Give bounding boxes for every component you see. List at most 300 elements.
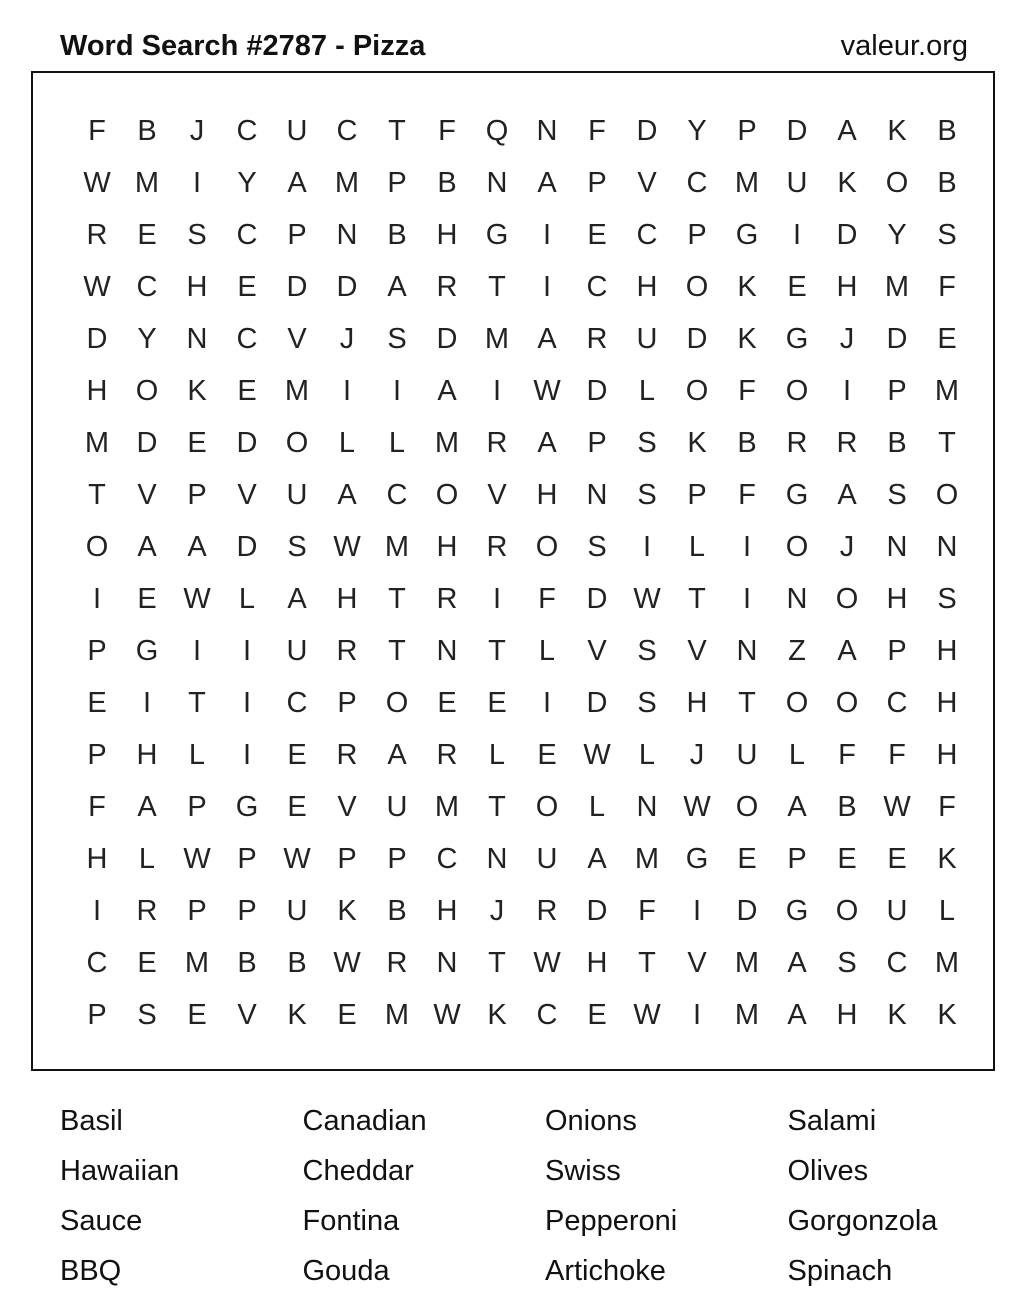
grid-letter[interactable]: E: [587, 999, 607, 1031]
grid-letter[interactable]: E: [337, 999, 357, 1031]
grid-letter[interactable]: N: [586, 479, 608, 511]
grid-letter[interactable]: A: [787, 947, 807, 979]
grid-letter[interactable]: P: [87, 635, 107, 667]
grid-letter[interactable]: O: [735, 791, 759, 823]
grid-letter[interactable]: A: [837, 115, 857, 147]
grid-letter[interactable]: Z: [788, 635, 806, 667]
grid-letter[interactable]: I: [842, 375, 852, 407]
grid-letter[interactable]: B: [137, 115, 157, 147]
grid-letter[interactable]: M: [384, 531, 410, 563]
grid-letter[interactable]: M: [634, 843, 660, 875]
grid-letter[interactable]: W: [183, 843, 211, 875]
grid-letter[interactable]: L: [788, 739, 806, 771]
grid-letter[interactable]: R: [86, 219, 108, 251]
grid-letter[interactable]: W: [633, 999, 661, 1031]
grid-letter[interactable]: E: [487, 687, 507, 719]
grid-letter[interactable]: K: [287, 999, 307, 1031]
grid-letter[interactable]: L: [538, 635, 556, 667]
grid-letter[interactable]: A: [837, 635, 857, 667]
grid-letter[interactable]: Q: [485, 115, 509, 147]
grid-letter[interactable]: J: [339, 323, 355, 355]
grid-letter[interactable]: D: [686, 323, 708, 355]
grid-letter[interactable]: N: [886, 531, 908, 563]
grid-letter[interactable]: K: [887, 999, 907, 1031]
grid-letter[interactable]: C: [386, 479, 408, 511]
grid-letter[interactable]: A: [387, 739, 407, 771]
grid-letter[interactable]: P: [387, 843, 407, 875]
grid-letter[interactable]: M: [734, 167, 760, 199]
grid-letter[interactable]: K: [687, 427, 707, 459]
grid-letter[interactable]: F: [88, 115, 106, 147]
grid-letter[interactable]: V: [287, 323, 307, 355]
grid-letter[interactable]: S: [387, 323, 407, 355]
grid-letter[interactable]: N: [736, 635, 758, 667]
grid-letter[interactable]: V: [687, 947, 707, 979]
grid-letter[interactable]: N: [186, 323, 208, 355]
grid-letter[interactable]: I: [642, 531, 652, 563]
grid-letter[interactable]: E: [587, 219, 607, 251]
grid-letter[interactable]: D: [586, 583, 608, 615]
grid-letter[interactable]: B: [387, 219, 407, 251]
grid-letter[interactable]: O: [785, 687, 809, 719]
grid-letter[interactable]: W: [83, 271, 111, 303]
grid-letter[interactable]: Y: [887, 219, 907, 251]
grid-letter[interactable]: I: [542, 687, 552, 719]
grid-letter[interactable]: H: [886, 583, 908, 615]
grid-letter[interactable]: F: [638, 895, 656, 927]
grid-letter[interactable]: A: [137, 791, 157, 823]
grid-letter[interactable]: H: [186, 271, 208, 303]
grid-letter[interactable]: I: [92, 895, 102, 927]
grid-letter[interactable]: I: [742, 583, 752, 615]
grid-letter[interactable]: W: [683, 791, 711, 823]
grid-letter[interactable]: M: [934, 947, 960, 979]
grid-letter[interactable]: W: [533, 947, 561, 979]
grid-letter[interactable]: R: [436, 583, 458, 615]
grid-letter[interactable]: T: [88, 479, 106, 511]
grid-letter[interactable]: V: [137, 479, 157, 511]
grid-letter[interactable]: M: [884, 271, 910, 303]
grid-letter[interactable]: I: [492, 375, 502, 407]
grid-letter[interactable]: C: [636, 219, 658, 251]
grid-letter[interactable]: S: [937, 219, 957, 251]
grid-letter[interactable]: N: [336, 219, 358, 251]
grid-letter[interactable]: W: [583, 739, 611, 771]
grid-letter[interactable]: U: [636, 323, 658, 355]
grid-letter[interactable]: B: [437, 167, 457, 199]
grid-letter[interactable]: O: [135, 375, 159, 407]
grid-letter[interactable]: Y: [137, 323, 157, 355]
grid-letter[interactable]: L: [138, 843, 156, 875]
grid-letter[interactable]: O: [835, 895, 859, 927]
grid-letter[interactable]: I: [392, 375, 402, 407]
grid-letter[interactable]: M: [134, 167, 160, 199]
grid-letter[interactable]: R: [336, 635, 358, 667]
grid-letter[interactable]: E: [187, 427, 207, 459]
grid-letter[interactable]: E: [287, 791, 307, 823]
grid-letter[interactable]: I: [542, 271, 552, 303]
grid-letter[interactable]: I: [542, 219, 552, 251]
grid-letter[interactable]: D: [236, 531, 258, 563]
grid-letter[interactable]: H: [936, 635, 958, 667]
grid-letter[interactable]: S: [287, 531, 307, 563]
grid-letter[interactable]: R: [436, 739, 458, 771]
grid-letter[interactable]: L: [238, 583, 256, 615]
grid-letter[interactable]: R: [386, 947, 408, 979]
grid-letter[interactable]: D: [136, 427, 158, 459]
grid-letter[interactable]: P: [187, 791, 207, 823]
grid-letter[interactable]: J: [689, 739, 705, 771]
grid-letter[interactable]: T: [388, 583, 406, 615]
grid-letter[interactable]: K: [187, 375, 207, 407]
grid-letter[interactable]: W: [333, 531, 361, 563]
grid-letter[interactable]: M: [734, 999, 760, 1031]
grid-letter[interactable]: K: [737, 271, 757, 303]
grid-letter[interactable]: E: [187, 999, 207, 1031]
grid-letter[interactable]: M: [334, 167, 360, 199]
grid-letter[interactable]: B: [887, 427, 907, 459]
grid-letter[interactable]: I: [692, 895, 702, 927]
grid-letter[interactable]: M: [434, 791, 460, 823]
grid-letter[interactable]: P: [687, 479, 707, 511]
grid-letter[interactable]: W: [633, 583, 661, 615]
grid-letter[interactable]: T: [738, 687, 756, 719]
grid-letter[interactable]: O: [885, 167, 909, 199]
grid-letter[interactable]: E: [937, 323, 957, 355]
grid-letter[interactable]: A: [537, 323, 557, 355]
grid-letter[interactable]: G: [785, 323, 809, 355]
grid-letter[interactable]: I: [742, 531, 752, 563]
grid-letter[interactable]: U: [386, 791, 408, 823]
grid-letter[interactable]: C: [236, 115, 258, 147]
grid-letter[interactable]: U: [286, 895, 308, 927]
grid-letter[interactable]: V: [637, 167, 657, 199]
grid-letter[interactable]: I: [692, 999, 702, 1031]
grid-letter[interactable]: T: [688, 583, 706, 615]
grid-letter[interactable]: V: [587, 635, 607, 667]
grid-letter[interactable]: E: [887, 843, 907, 875]
grid-letter[interactable]: M: [734, 947, 760, 979]
grid-letter[interactable]: R: [586, 323, 608, 355]
grid-letter[interactable]: H: [936, 739, 958, 771]
grid-letter[interactable]: H: [536, 479, 558, 511]
grid-letter[interactable]: R: [436, 271, 458, 303]
grid-letter[interactable]: W: [433, 999, 461, 1031]
grid-letter[interactable]: P: [187, 895, 207, 927]
grid-letter[interactable]: C: [236, 323, 258, 355]
grid-letter[interactable]: O: [785, 375, 809, 407]
grid-letter[interactable]: U: [286, 115, 308, 147]
grid-letter[interactable]: J: [839, 323, 855, 355]
grid-letter[interactable]: L: [688, 531, 706, 563]
grid-letter[interactable]: A: [337, 479, 357, 511]
grid-letter[interactable]: M: [934, 375, 960, 407]
grid-letter[interactable]: C: [236, 219, 258, 251]
grid-letter[interactable]: V: [337, 791, 357, 823]
grid-letter[interactable]: E: [137, 219, 157, 251]
grid-letter[interactable]: L: [938, 895, 956, 927]
grid-letter[interactable]: R: [786, 427, 808, 459]
grid-letter[interactable]: H: [936, 687, 958, 719]
grid-letter[interactable]: A: [787, 999, 807, 1031]
grid-letter[interactable]: E: [287, 739, 307, 771]
grid-letter[interactable]: N: [636, 791, 658, 823]
grid-letter[interactable]: K: [337, 895, 357, 927]
grid-letter[interactable]: H: [636, 271, 658, 303]
grid-letter[interactable]: H: [686, 687, 708, 719]
grid-letter[interactable]: J: [839, 531, 855, 563]
grid-letter[interactable]: B: [737, 427, 757, 459]
grid-letter[interactable]: H: [436, 531, 458, 563]
grid-letter[interactable]: U: [286, 635, 308, 667]
grid-letter[interactable]: D: [86, 323, 108, 355]
grid-letter[interactable]: R: [536, 895, 558, 927]
grid-letter[interactable]: S: [887, 479, 907, 511]
grid-letter[interactable]: E: [237, 271, 257, 303]
grid-letter[interactable]: N: [486, 167, 508, 199]
grid-letter[interactable]: M: [484, 323, 510, 355]
grid-letter[interactable]: F: [738, 375, 756, 407]
grid-letter[interactable]: A: [537, 167, 557, 199]
grid-letter[interactable]: I: [92, 583, 102, 615]
grid-letter[interactable]: K: [937, 999, 957, 1031]
grid-letter[interactable]: I: [242, 687, 252, 719]
grid-letter[interactable]: F: [888, 739, 906, 771]
grid-letter[interactable]: A: [187, 531, 207, 563]
grid-letter[interactable]: O: [535, 531, 559, 563]
grid-letter[interactable]: M: [184, 947, 210, 979]
grid-letter[interactable]: C: [86, 947, 108, 979]
grid-letter[interactable]: C: [536, 999, 558, 1031]
grid-letter[interactable]: B: [937, 167, 957, 199]
grid-letter[interactable]: G: [785, 479, 809, 511]
grid-letter[interactable]: H: [436, 895, 458, 927]
grid-letter[interactable]: W: [333, 947, 361, 979]
grid-letter[interactable]: P: [237, 843, 257, 875]
grid-letter[interactable]: H: [836, 271, 858, 303]
grid-letter[interactable]: A: [387, 271, 407, 303]
grid-letter[interactable]: N: [786, 583, 808, 615]
grid-letter[interactable]: S: [937, 583, 957, 615]
grid-letter[interactable]: P: [387, 167, 407, 199]
grid-letter[interactable]: T: [638, 947, 656, 979]
grid-letter[interactable]: D: [636, 115, 658, 147]
grid-letter[interactable]: S: [637, 479, 657, 511]
grid-letter[interactable]: G: [235, 791, 259, 823]
grid-letter[interactable]: O: [685, 271, 709, 303]
grid-letter[interactable]: A: [537, 427, 557, 459]
grid-letter[interactable]: I: [492, 583, 502, 615]
grid-letter[interactable]: E: [787, 271, 807, 303]
grid-letter[interactable]: S: [637, 635, 657, 667]
grid-letter[interactable]: F: [938, 791, 956, 823]
grid-letter[interactable]: H: [836, 999, 858, 1031]
grid-letter[interactable]: W: [533, 375, 561, 407]
grid-letter[interactable]: K: [837, 167, 857, 199]
grid-letter[interactable]: G: [735, 219, 759, 251]
grid-letter[interactable]: I: [242, 739, 252, 771]
grid-letter[interactable]: C: [336, 115, 358, 147]
grid-letter[interactable]: F: [938, 271, 956, 303]
grid-letter[interactable]: M: [434, 427, 460, 459]
grid-letter[interactable]: V: [237, 479, 257, 511]
grid-letter[interactable]: S: [837, 947, 857, 979]
grid-letter[interactable]: B: [837, 791, 857, 823]
grid-letter[interactable]: H: [86, 843, 108, 875]
grid-letter[interactable]: T: [388, 635, 406, 667]
grid-letter[interactable]: A: [437, 375, 457, 407]
grid-letter[interactable]: N: [936, 531, 958, 563]
grid-letter[interactable]: K: [887, 115, 907, 147]
grid-letter[interactable]: N: [436, 947, 458, 979]
grid-letter[interactable]: F: [538, 583, 556, 615]
grid-letter[interactable]: V: [687, 635, 707, 667]
grid-letter[interactable]: S: [187, 219, 207, 251]
grid-letter[interactable]: W: [183, 583, 211, 615]
grid-letter[interactable]: A: [137, 531, 157, 563]
grid-letter[interactable]: P: [587, 167, 607, 199]
grid-letter[interactable]: N: [486, 843, 508, 875]
grid-letter[interactable]: R: [836, 427, 858, 459]
grid-letter[interactable]: U: [886, 895, 908, 927]
grid-letter[interactable]: D: [336, 271, 358, 303]
grid-letter[interactable]: S: [637, 427, 657, 459]
grid-letter[interactable]: T: [488, 791, 506, 823]
grid-letter[interactable]: C: [886, 687, 908, 719]
grid-letter[interactable]: L: [638, 739, 656, 771]
grid-letter[interactable]: R: [136, 895, 158, 927]
grid-letter[interactable]: F: [438, 115, 456, 147]
grid-letter[interactable]: P: [337, 687, 357, 719]
grid-letter[interactable]: K: [737, 323, 757, 355]
grid-letter[interactable]: L: [388, 427, 406, 459]
grid-letter[interactable]: O: [385, 687, 409, 719]
grid-letter[interactable]: T: [488, 947, 506, 979]
grid-letter[interactable]: E: [537, 739, 557, 771]
grid-letter[interactable]: P: [187, 479, 207, 511]
grid-letter[interactable]: V: [237, 999, 257, 1031]
grid-letter[interactable]: E: [87, 687, 107, 719]
grid-letter[interactable]: O: [785, 531, 809, 563]
grid-letter[interactable]: E: [837, 843, 857, 875]
grid-letter[interactable]: F: [738, 479, 756, 511]
grid-letter[interactable]: T: [388, 115, 406, 147]
grid-letter[interactable]: K: [937, 843, 957, 875]
grid-letter[interactable]: B: [237, 947, 257, 979]
grid-letter[interactable]: P: [287, 219, 307, 251]
grid-letter[interactable]: E: [737, 843, 757, 875]
grid-letter[interactable]: M: [384, 999, 410, 1031]
grid-letter[interactable]: P: [687, 219, 707, 251]
grid-letter[interactable]: P: [237, 895, 257, 927]
grid-letter[interactable]: R: [486, 427, 508, 459]
grid-letter[interactable]: J: [489, 895, 505, 927]
grid-letter[interactable]: S: [637, 687, 657, 719]
grid-letter[interactable]: J: [189, 115, 205, 147]
grid-letter[interactable]: L: [488, 739, 506, 771]
grid-letter[interactable]: W: [883, 791, 911, 823]
grid-letter[interactable]: I: [192, 167, 202, 199]
grid-letter[interactable]: O: [285, 427, 309, 459]
grid-letter[interactable]: U: [786, 167, 808, 199]
grid-letter[interactable]: L: [588, 791, 606, 823]
grid-letter[interactable]: N: [436, 635, 458, 667]
grid-letter[interactable]: C: [886, 947, 908, 979]
grid-letter[interactable]: U: [536, 843, 558, 875]
grid-letter[interactable]: R: [486, 531, 508, 563]
grid-letter[interactable]: O: [835, 687, 859, 719]
grid-letter[interactable]: P: [887, 635, 907, 667]
grid-letter[interactable]: C: [686, 167, 708, 199]
grid-letter[interactable]: D: [886, 323, 908, 355]
grid-letter[interactable]: H: [86, 375, 108, 407]
grid-letter[interactable]: P: [87, 739, 107, 771]
grid-letter[interactable]: V: [487, 479, 507, 511]
grid-letter[interactable]: W: [83, 167, 111, 199]
grid-letter[interactable]: B: [387, 895, 407, 927]
grid-letter[interactable]: P: [337, 843, 357, 875]
grid-letter[interactable]: D: [836, 219, 858, 251]
grid-letter[interactable]: P: [787, 843, 807, 875]
grid-letter[interactable]: S: [137, 999, 157, 1031]
grid-letter[interactable]: D: [586, 375, 608, 407]
grid-letter[interactable]: I: [342, 375, 352, 407]
grid-letter[interactable]: D: [286, 271, 308, 303]
grid-letter[interactable]: O: [685, 375, 709, 407]
grid-letter[interactable]: D: [586, 687, 608, 719]
grid-letter[interactable]: G: [135, 635, 159, 667]
grid-letter[interactable]: I: [142, 687, 152, 719]
grid-letter[interactable]: C: [286, 687, 308, 719]
grid-letter[interactable]: F: [588, 115, 606, 147]
grid-letter[interactable]: G: [685, 843, 709, 875]
grid-letter[interactable]: C: [586, 271, 608, 303]
grid-letter[interactable]: O: [435, 479, 459, 511]
grid-letter[interactable]: T: [188, 687, 206, 719]
grid-letter[interactable]: G: [785, 895, 809, 927]
grid-letter[interactable]: O: [85, 531, 109, 563]
grid-letter[interactable]: U: [286, 479, 308, 511]
grid-letter[interactable]: R: [336, 739, 358, 771]
grid-letter[interactable]: W: [283, 843, 311, 875]
grid-letter[interactable]: L: [638, 375, 656, 407]
grid-letter[interactable]: M: [84, 427, 110, 459]
grid-letter[interactable]: O: [535, 791, 559, 823]
grid-letter[interactable]: G: [485, 219, 509, 251]
grid-letter[interactable]: F: [88, 791, 106, 823]
grid-letter[interactable]: A: [287, 167, 307, 199]
grid-letter[interactable]: C: [436, 843, 458, 875]
grid-letter[interactable]: H: [136, 739, 158, 771]
grid-letter[interactable]: T: [488, 271, 506, 303]
grid-letter[interactable]: A: [587, 843, 607, 875]
grid-letter[interactable]: Y: [237, 167, 257, 199]
grid-letter[interactable]: D: [786, 115, 808, 147]
grid-letter[interactable]: K: [487, 999, 507, 1031]
grid-letter[interactable]: E: [137, 583, 157, 615]
grid-letter[interactable]: O: [835, 583, 859, 615]
grid-letter[interactable]: L: [188, 739, 206, 771]
grid-letter[interactable]: B: [287, 947, 307, 979]
grid-letter[interactable]: E: [237, 375, 257, 407]
grid-letter[interactable]: D: [236, 427, 258, 459]
grid-letter[interactable]: F: [838, 739, 856, 771]
grid-letter[interactable]: A: [837, 479, 857, 511]
grid-letter[interactable]: U: [736, 739, 758, 771]
grid-letter[interactable]: E: [137, 947, 157, 979]
grid-letter[interactable]: P: [87, 999, 107, 1031]
grid-letter[interactable]: D: [436, 323, 458, 355]
